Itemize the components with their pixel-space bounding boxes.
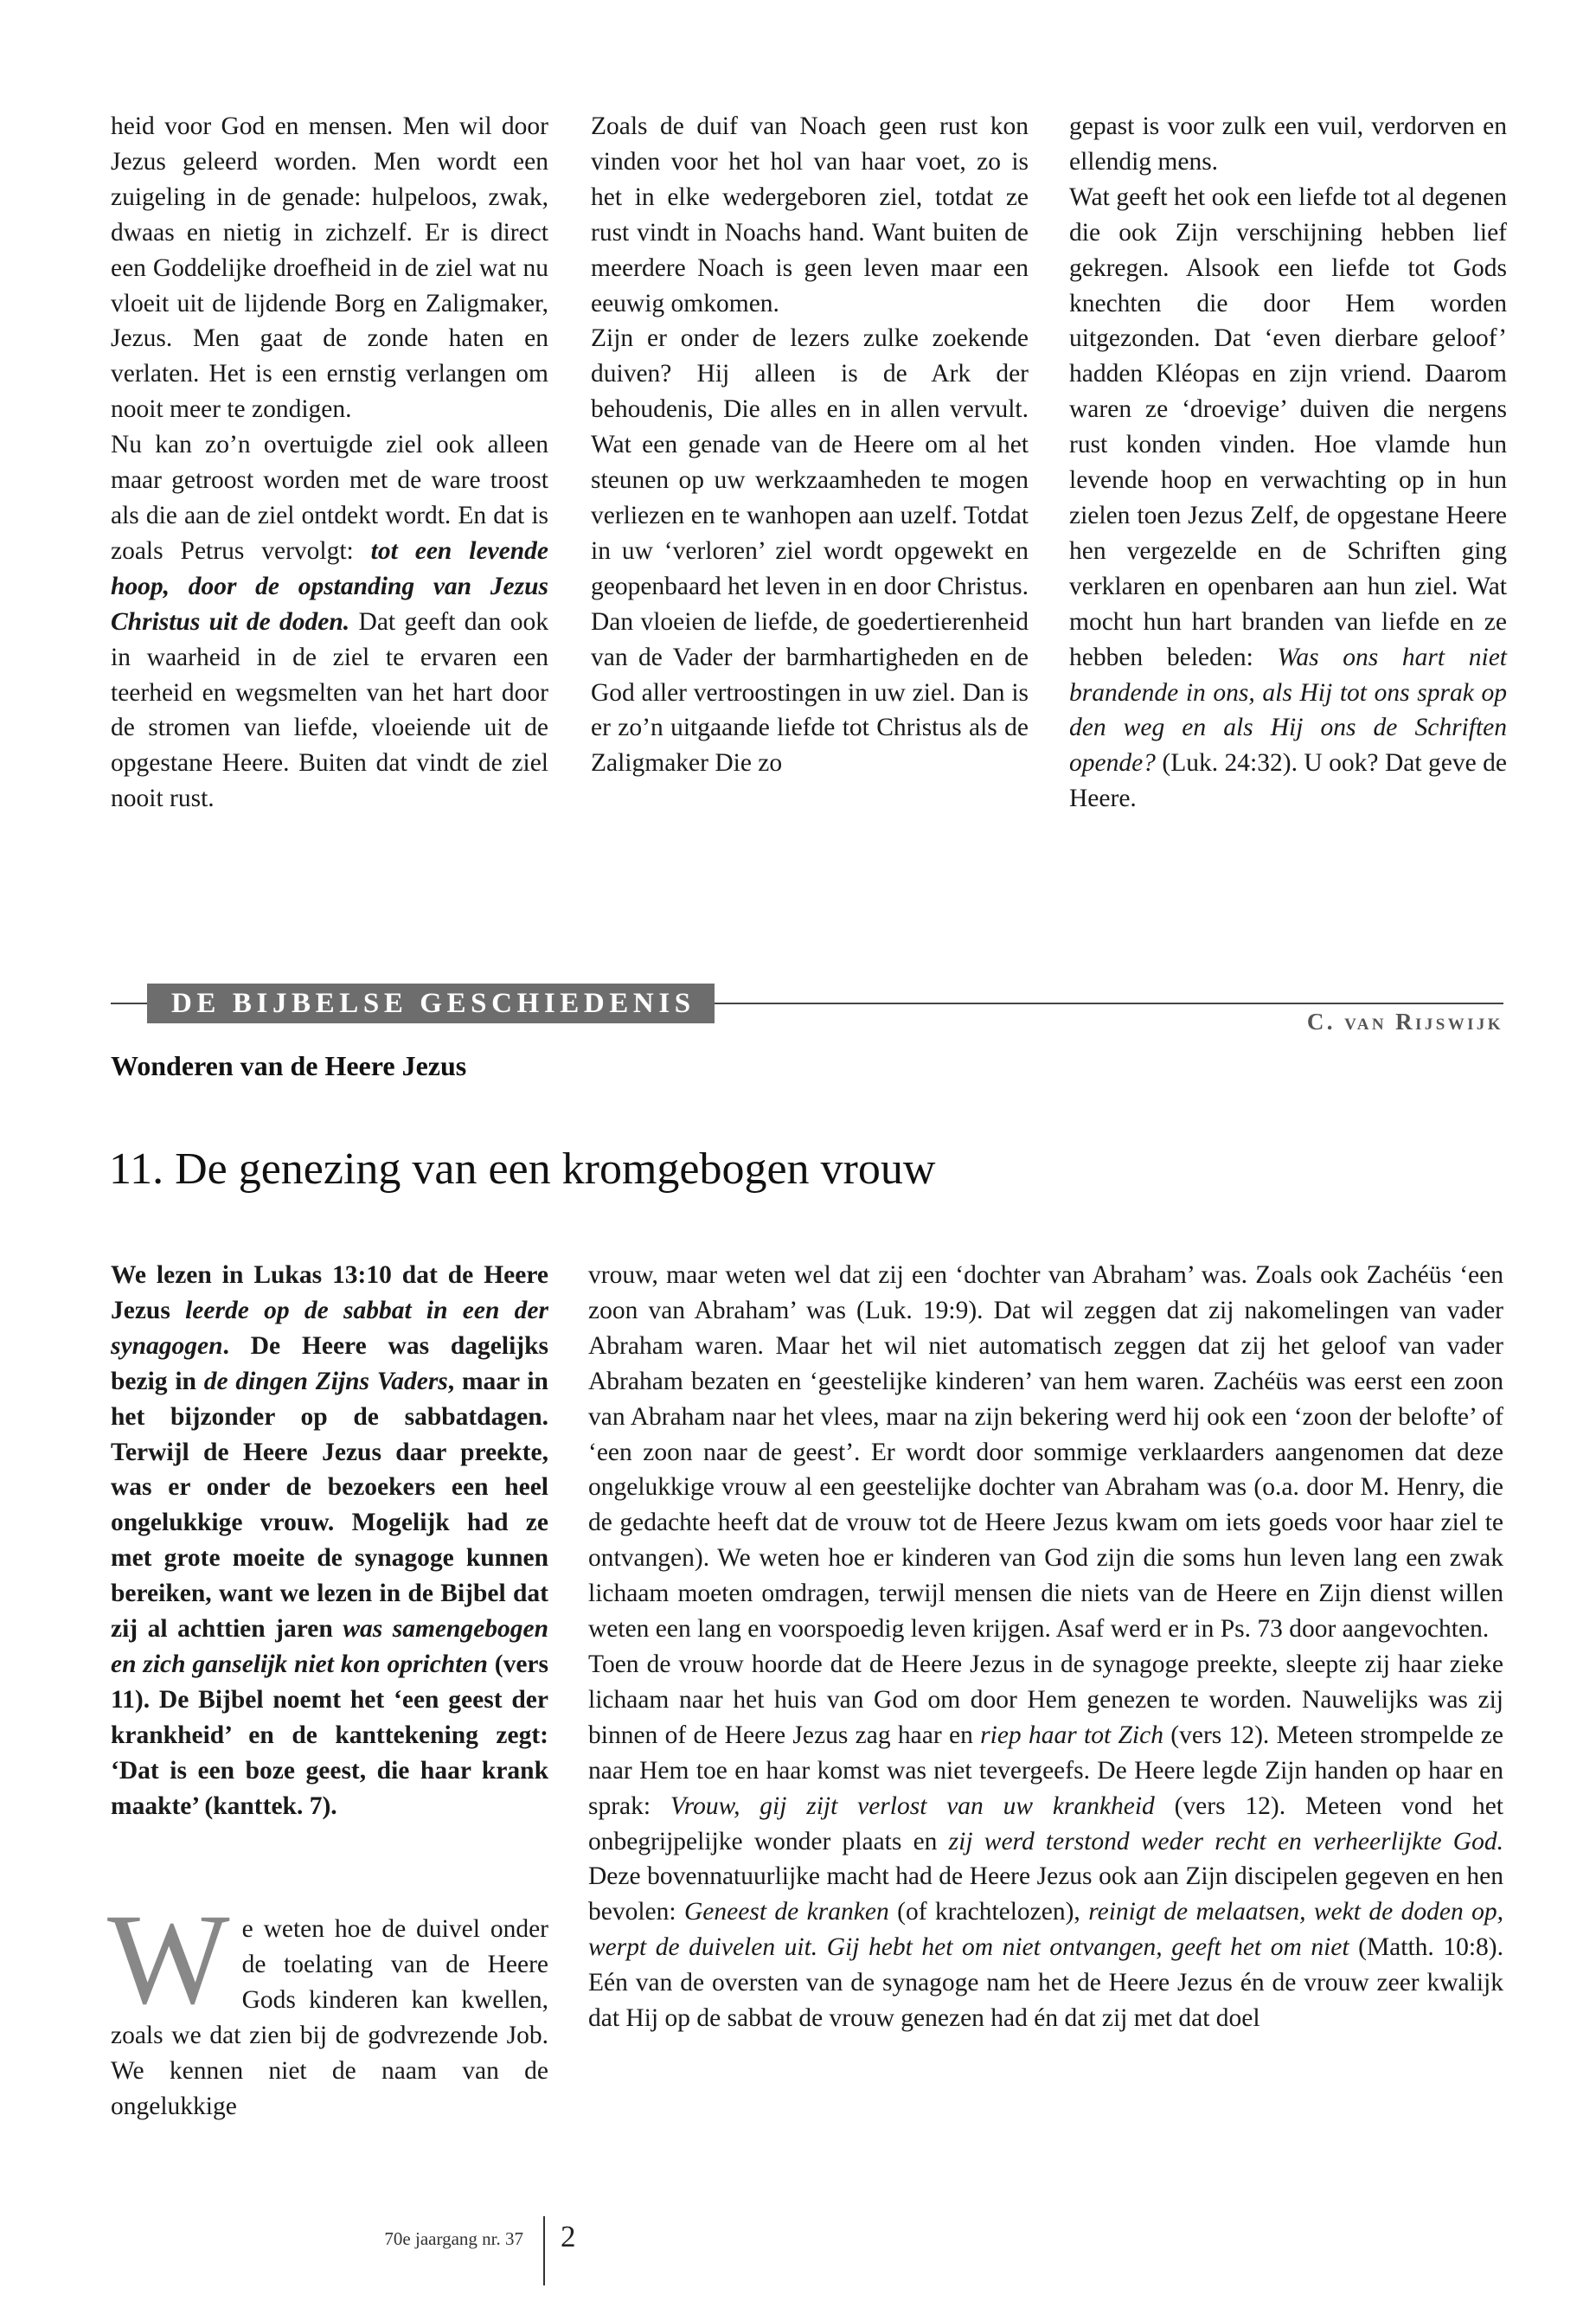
emphasis-text: leerde op de sabbat in een der synagogen bbox=[111, 1296, 549, 1360]
emphasis-text: riep haar tot Zich bbox=[980, 1721, 1163, 1749]
dropcap-paragraph bbox=[107, 1888, 548, 2124]
text-run: We lezen in Lukas 13:10 dat de Heere Jezus bbox=[111, 1261, 548, 1324]
article-column-1 bbox=[111, 109, 548, 817]
author-name: C. van Rijswijk bbox=[1306, 1009, 1503, 1035]
paragraph bbox=[588, 1647, 1503, 2036]
text-run: (Luk. 24:32). U ook? Dat geve de Heere. bbox=[1069, 749, 1507, 813]
text-run: vrouw, maar weten wel dat zij een ‘dochter van Abraham’ was. Zoals ook Zachéüs ‘een zoon van Abraham’ was (Luk. 19:9). Dat wil zeggen dat zij nakomelingen van vader Abraham waren. Maar het wil niet automatisch zeggen dat zij het geloof van vader Abraham bezaten en ‘geestelijke kinderen’ van hem waren. Zachéüs was eerst een zoon van Abraham naar het vlees, maar na zijn bekering werd hij ook een ‘zoon der belofte’ of ‘een zoon naar de geest’. Er wordt door sommige verklaarders aangenomen dat deze ongelukkige vrouw al een geestelijke dochter van Abraham was (o.a. door M. Henry, die de gedachte heeft dat de vrouw tot de Heere Jezus kwam om iets goeds voor haar ziel te ontvangen). We weten hoe er kinderen van God zijn die soms hun leven lang een zwak lichaam moeten omdragen, terwijl mensen die niets van de Heere en Zijn dienst willen weten een lang en voorspoedig leven krijgen. Asaf werd er in Ps. 73 door aangevochten. bbox=[588, 1261, 1503, 1644]
section-subtitle: Wonderen van de Heere Jezus bbox=[111, 1050, 467, 1081]
text-run: heid voor God en mensen. Men wil door Jezus geleerd worden. Men wordt een zuigeling in de genade: hulpeloos, zwak, dwaas en nietig in zichzelf. Er is direct een Goddelijke droefheid in de ziel wat nu vloeit uit de lijdende Borg en Zaligmaker, Jezus. Men gaat de zonde haten en verlaten. Het is een ernstig verlangen om nooit meer te zondigen. bbox=[111, 112, 548, 424]
page-number: 2 bbox=[561, 2220, 576, 2253]
paragraph bbox=[591, 321, 1029, 781]
text-run: Nu kan zo’n overtuigde ziel ook alleen maar getroost worden met de ware troost als die aan de ziel ontdekt wordt. En dat is zoals Petrus vervolgt: bbox=[111, 431, 548, 565]
text-run: (vers 12). Meteen vond het onbegrijpelijke wonder plaats en bbox=[588, 1791, 1503, 1856]
text-run: . De Heere was dagelijks bezig in bbox=[111, 1331, 548, 1395]
emphasis-text: Was ons hart niet brandende in ons, als Hij tot ons sprak op den weg en als Hij ons de Schriften opende? bbox=[1069, 643, 1507, 778]
text-run: (Matth. 10:8). Eén van de oversten van de synagoge nam het de Heere Jezus én de vrouw zeer kwalijk dat Hij op de sabbat de vrouw genezen had én dat zij met dat doel bbox=[588, 1933, 1504, 2033]
text-run: Zoals de duif van Noach geen rust kon vinden voor het hol van haar voet, zo is het in elke wedergeboren ziel, totdat ze rust vindt in Noachs hand. Want buiten de meerdere Noach is geen leven maar een eeuwig omkomen. bbox=[591, 112, 1029, 317]
emphasis-text: zij werd terstond weder recht en verheerlijkte God. bbox=[948, 1827, 1503, 1856]
article-column-2 bbox=[591, 109, 1029, 781]
paragraph bbox=[588, 1258, 1503, 1647]
paragraph bbox=[1069, 180, 1507, 817]
dropcap-letter: W bbox=[107, 1888, 230, 2031]
text-run: (vers 12). Meteen strompelde ze naar Hem toe en haar komst was niet tevergeefs. De Heere legde Zijn handen op haar en sprak: bbox=[588, 1721, 1503, 1820]
emphasis-text: Vrouw, gij zijt verlost van uw krankheid bbox=[670, 1791, 1155, 1820]
text-run: (vers 11). De Bijbel noemt het ‘een geest der krankheid’ en de kanttekening zegt: ‘Dat is een boze geest, die haar krank maakte’ (kanttek. 7). bbox=[111, 1650, 548, 1820]
emphasis-text: de dingen Zijns Vaders bbox=[203, 1367, 448, 1395]
paragraph bbox=[591, 109, 1029, 321]
issue-label: 70e jaargang nr. 37 bbox=[384, 2228, 523, 2249]
paragraph bbox=[111, 109, 548, 427]
paragraph bbox=[1069, 109, 1507, 180]
text-run: Deze bovennatuurlijke macht had de Heere Jezus ook aan Zijn discipelen gegeven en hen bevolen: bbox=[588, 1862, 1503, 1926]
text-run: Toen de vrouw hoorde dat de Heere Jezus in de synagoge preekte, sleepte zij haar zieke lichaam naar het huis van God om door Hem genezen te worden. Nauwelijks was zij binnen of de Heere Jezus zag haar en bbox=[588, 1650, 1503, 1749]
text-run: (of krachtelozen), bbox=[888, 1898, 1089, 1926]
text-run: , maar in het bijzonder op de sabbatdagen. Terwijl de Heere Jezus daar preekte, was er onder de bezoekers een heel ongelukkige vrouw. Mogelijk had ze met grote moeite de synagoge kunnen bereiken, want we lezen in de Bijbel dat zij al achttien jaren bbox=[111, 1367, 548, 1644]
text-run: Wat geeft het ook een liefde tot al degenen die ook Zijn verschijning hebben lief gekregen. Alsook een liefde tot Gods knechten die door Hem worden uitgezonden. Dat ‘even dierbare geloof’ hadden Kléopas en zijn vriend. Daarom waren ze ‘droevige’ duiven die nergens rust konden vinden. Hoe vlamde hun levende hoop en verwachting op in hun zielen toen Jezus Zelf, de opgestane Heere hen vergezelde en de Schriften ging verklaren en openbaren aan hun ziel. Wat mocht hun hart branden van liefde en ze hebben beleden: bbox=[1069, 183, 1507, 671]
text-run: Zijn er onder de lezers zulke zoekende duiven? Hij alleen is de Ark der behoudenis, Die alles en in allen vervult. Wat een genade van de Heere om al het steunen op uw werkzaamheden te mogen verliezen en te wanhopen aan uzelf. Totdat in uw ‘verloren’ ziel wordt opgewekt en geopenbaard het leven in en door Christus. Dan vloeien de liefde, de goedertierenheid van de Vader der barmhartigheden en de God aller vertroostingen in uw ziel. Dan is er zo’n uitgaande liefde tot Christus als de Zaligmaker Die zo bbox=[591, 324, 1029, 778]
text-run: gepast is voor zulk een vuil, verdorven en ellendig mens. bbox=[1069, 112, 1507, 176]
emphasis-text: tot een levende hoop, door de opstanding van Jezus Christus uit de doden. bbox=[111, 536, 548, 636]
article-column-3 bbox=[1069, 109, 1507, 817]
article-body bbox=[588, 1258, 1503, 2036]
emphasis-text: Geneest de kranken bbox=[684, 1898, 889, 1926]
footer-divider bbox=[543, 2216, 545, 2285]
paragraph bbox=[111, 427, 548, 817]
intro-paragraph bbox=[111, 1258, 548, 1824]
emphasis-text: was samengebogen en zich ganselijk niet kon oprichten bbox=[111, 1615, 548, 1678]
emphasis-text: reinigt de melaatsen, wekt de doden op, werpt de duivelen uit. Gij hebt het om niet ontvangen, geeft het om niet bbox=[588, 1898, 1503, 1962]
section-label: DE BIJBELSE GESCHIEDENIS bbox=[147, 984, 715, 1023]
article-title: 11. De genezing van een kromgebogen vrouw bbox=[109, 1144, 936, 1194]
dropcap-text: e weten hoe de duivel onder de toelating van de Heere Gods kinderen kan kwellen, zoals we dat zien bij de godvrezende Job. We kennen niet de naam van de ongelukkige bbox=[111, 1915, 548, 2120]
text-run: Dat geeft dan ook in waarheid in de ziel te ervaren een teerheid en wegsmelten van het hart door de stromen van liefde, vloeiende uit de opgestane Heere. Buiten dat vindt de ziel nooit rust. bbox=[111, 607, 548, 813]
